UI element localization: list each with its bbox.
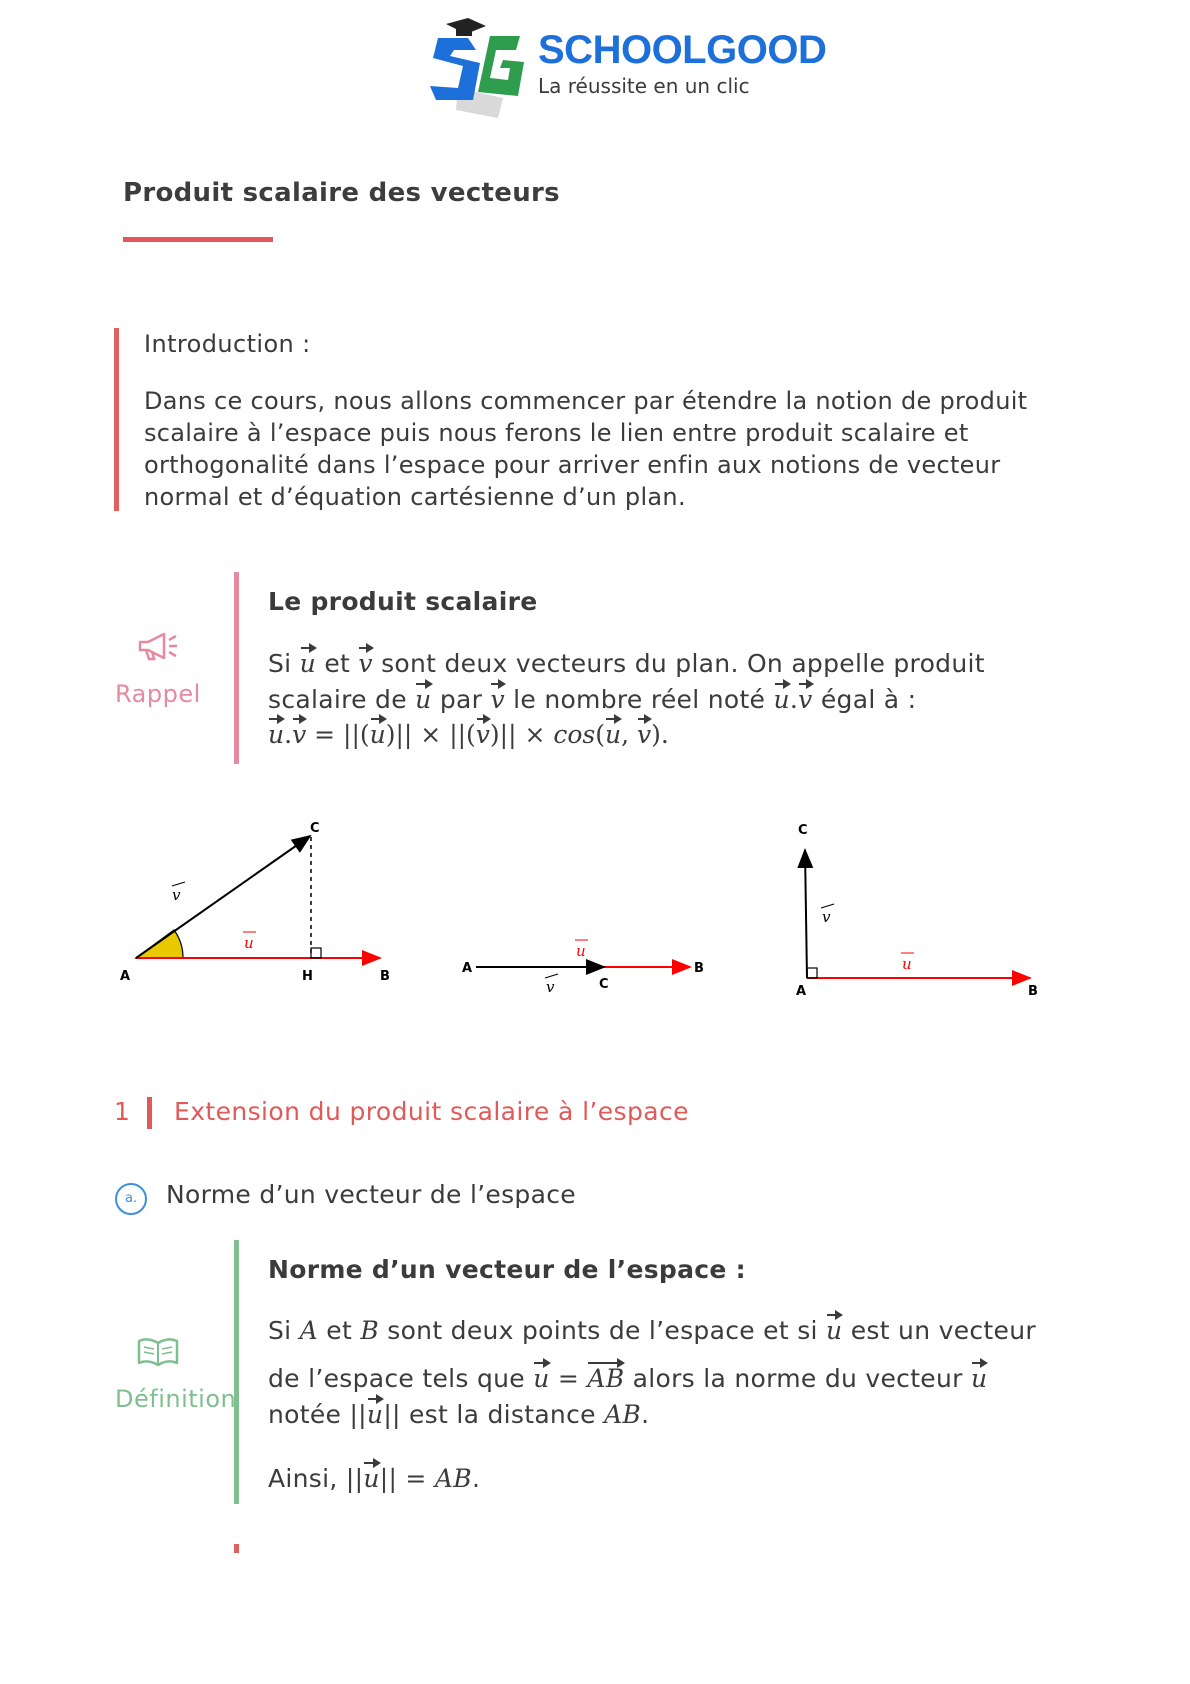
vector-v: v	[798, 681, 812, 714]
vector-u: u	[826, 1312, 842, 1345]
vector-label-v: v	[546, 978, 555, 996]
point-B: B	[360, 1316, 379, 1345]
vector-v: v	[637, 716, 651, 749]
rappel-label: Rappel	[115, 680, 201, 708]
diagram-collinear	[462, 940, 704, 996]
scalar-product-formula: u.v = ||(u)|| × ||(v)|| × cos(u, v).	[268, 716, 1098, 749]
formula-part: ).	[651, 720, 669, 749]
right-angle-marker	[311, 948, 321, 958]
subsection-title: Norme d’un vecteur de l’espace	[166, 1180, 576, 1209]
formula-part: = ||(	[314, 720, 370, 749]
megaphone-icon	[136, 630, 180, 664]
definition-text-line-2	[268, 1360, 1098, 1393]
distance-AB: AB	[434, 1464, 472, 1493]
point-label: A	[120, 969, 131, 984]
rappel-accent-bar	[234, 572, 239, 764]
intro-paragraph: Dans ce cours, nous allons commencer par étendre la notion de produit scalaire à l’espace puis nous ferons le lien entre produit scalaire et orthogonalité dans l’espace pour arriver enfin aux notions de vecteur normal et d’équation cartésienne d’un plan.	[144, 387, 1028, 511]
vector-v-arrow	[805, 850, 807, 978]
point-label: H	[302, 969, 313, 984]
definition-label: Définition	[115, 1385, 237, 1413]
vector-v: v	[292, 716, 306, 749]
text-fragment: .	[641, 1400, 650, 1429]
vector-v: v	[358, 645, 372, 678]
rappel-text-line-1	[268, 645, 1098, 678]
text-fragment: scalaire de	[268, 685, 407, 714]
brand-name: SCHOOLGOOD	[538, 28, 827, 72]
vector-v: v	[490, 681, 504, 714]
text-fragment: Si	[268, 649, 292, 678]
vector-label-u: u	[902, 955, 912, 973]
dot-symbol: .	[284, 720, 293, 749]
equals-symbol: =	[557, 1364, 580, 1393]
vector-v-arrow	[136, 836, 310, 958]
distance-AB: AB	[604, 1400, 642, 1429]
text-fragment: Ainsi, ||	[268, 1464, 364, 1493]
diagram-orthogonal	[796, 823, 1038, 999]
definition-text-line-1	[268, 1312, 1098, 1345]
point-label: C	[310, 821, 320, 836]
text-fragment: égal à :	[820, 685, 917, 714]
vector-label-v: v	[172, 886, 181, 904]
scalar-product-diagrams	[110, 810, 1070, 1010]
text-fragment: notée ||	[268, 1400, 367, 1429]
formula-part: )|| × ||(	[385, 720, 476, 749]
logo-mark-icon	[428, 18, 528, 118]
point-label: C	[798, 823, 808, 838]
point-label: A	[462, 961, 473, 976]
cos-function: cos	[553, 720, 596, 749]
vector-label-v: v	[822, 908, 831, 926]
vector-label-u: u	[244, 934, 254, 952]
rappel-text-line-2	[268, 681, 1098, 714]
text-fragment: .	[471, 1464, 481, 1493]
point-A: A	[299, 1316, 319, 1345]
vector-u: u	[605, 716, 621, 749]
text-fragment: sont deux vecteurs du plan. On appelle produit	[381, 649, 985, 678]
text-fragment: par	[439, 685, 483, 714]
vector-u: u	[971, 1360, 987, 1393]
text-fragment: de l’espace tels que	[268, 1364, 525, 1393]
section-divider	[147, 1097, 152, 1129]
text-fragment: || =	[379, 1464, 427, 1493]
definition-text-line-3	[268, 1396, 1098, 1429]
dot-symbol: .	[789, 685, 799, 714]
brand-tagline: La réussite en un clic	[538, 74, 750, 98]
schoolgood-logo	[428, 18, 827, 118]
vector-u: u	[363, 1460, 379, 1493]
text-fragment: et	[326, 1316, 353, 1345]
diagram-projection	[120, 821, 390, 984]
definition-accent-bar	[234, 1240, 239, 1504]
intro-label: Introduction :	[144, 330, 311, 358]
text-fragment: Si	[268, 1316, 292, 1345]
formula-part: )|| ×	[489, 720, 546, 749]
section-number: 1	[114, 1097, 130, 1126]
vector-u: u	[533, 1360, 549, 1393]
definition-title: Norme d’un vecteur de l’espace :	[268, 1255, 746, 1284]
next-block-accent	[234, 1544, 239, 1553]
subsection-badge: a.	[115, 1183, 147, 1215]
vector-u: u	[415, 681, 431, 714]
text-fragment: le nombre réel noté	[513, 685, 766, 714]
right-angle-marker	[807, 968, 817, 978]
text-fragment: || est la distance	[383, 1400, 596, 1429]
point-label: C	[599, 977, 609, 992]
intro-accent-bar	[114, 328, 119, 511]
vector-u: u	[268, 716, 284, 749]
title-underline	[123, 237, 273, 242]
point-label: B	[694, 961, 704, 976]
page-title: Produit scalaire des vecteurs	[123, 178, 560, 208]
text-fragment: est un vecteur	[850, 1316, 1036, 1345]
rappel-title: Le produit scalaire	[268, 587, 538, 616]
text-fragment: alors la norme du vecteur	[632, 1364, 963, 1393]
section-title: Extension du produit scalaire à l’espace	[174, 1097, 689, 1126]
vector-u: u	[367, 1396, 383, 1429]
vector-label-u: u	[576, 942, 586, 960]
point-label: A	[796, 984, 807, 999]
point-label: B	[380, 969, 390, 984]
point-label: B	[1028, 984, 1038, 999]
open-book-icon	[136, 1335, 180, 1369]
text-fragment: et	[324, 649, 351, 678]
vector-u: u	[370, 716, 386, 749]
definition-conclusion	[268, 1460, 1098, 1493]
vector-AB: AB	[587, 1360, 624, 1393]
vector-u: u	[300, 645, 316, 678]
text-fragment: sont deux points de l’espace et si	[387, 1316, 818, 1345]
vector-v: v	[476, 716, 490, 749]
vector-u: u	[774, 681, 790, 714]
